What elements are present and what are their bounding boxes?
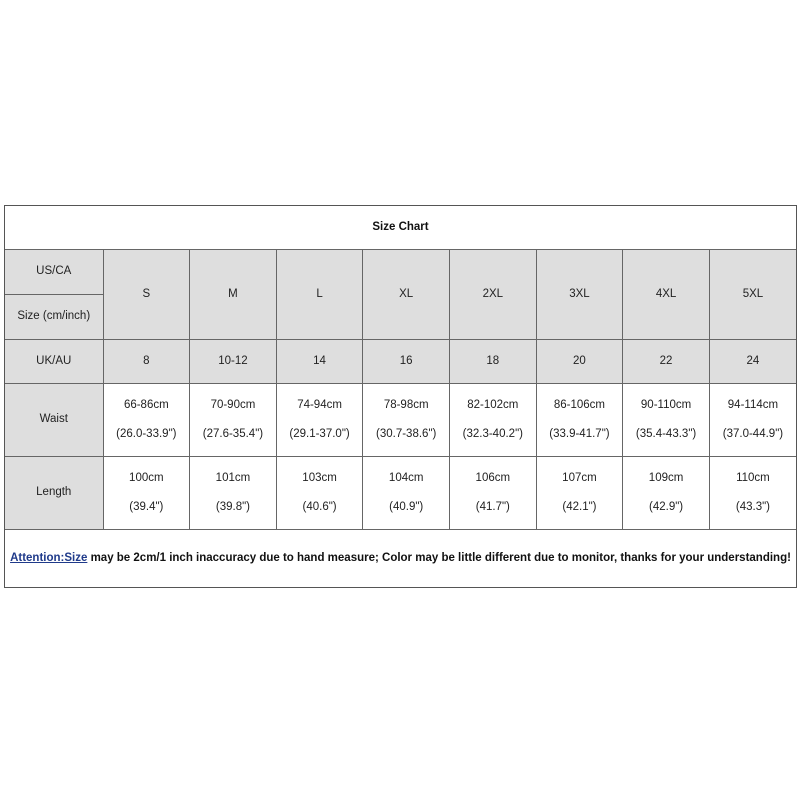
us-size-cell: 3XL bbox=[536, 250, 623, 340]
length-in: (42.9") bbox=[649, 500, 684, 513]
waist-cell bbox=[103, 384, 190, 457]
us-size-cell: 5XL bbox=[709, 250, 796, 340]
uk-au-label: UK/AU bbox=[5, 340, 103, 384]
waist-cell bbox=[623, 384, 710, 457]
length-cm: 107cm bbox=[562, 471, 597, 484]
attention-note bbox=[5, 530, 796, 588]
waist-cell bbox=[363, 384, 450, 457]
length-in: (40.9") bbox=[389, 500, 424, 513]
waist-in: (27.6-35.4") bbox=[202, 427, 264, 440]
us-size-cell: XL bbox=[363, 250, 450, 340]
length-cell bbox=[709, 457, 796, 530]
length-cm: 101cm bbox=[215, 471, 251, 484]
uk-size-cell: 14 bbox=[276, 340, 363, 384]
length-in: (42.1") bbox=[562, 500, 597, 513]
length-cell bbox=[536, 457, 623, 530]
attention-text: may be 2cm/1 inch inaccuracy due to hand measure; Color may be little different due to monitor, thanks for your understanding! bbox=[87, 551, 791, 564]
length-cell bbox=[363, 457, 450, 530]
length-row bbox=[5, 457, 796, 530]
length-cm: 110cm bbox=[736, 471, 770, 484]
length-cm: 109cm bbox=[648, 471, 684, 484]
waist-cm: 94-114cm bbox=[727, 398, 779, 411]
note-row bbox=[5, 530, 796, 588]
length-in: (39.4") bbox=[129, 500, 164, 513]
waist-cell bbox=[190, 384, 277, 457]
length-cm: 100cm bbox=[129, 471, 164, 484]
length-cell bbox=[450, 457, 537, 530]
waist-cm: 70-90cm bbox=[210, 398, 256, 411]
length-in: (43.3") bbox=[735, 500, 770, 513]
waist-in: (26.0-33.9") bbox=[116, 427, 177, 440]
waist-row bbox=[5, 384, 796, 457]
uk-au-row bbox=[5, 340, 796, 384]
size-chart-table bbox=[5, 206, 796, 587]
waist-in: (35.4-43.3") bbox=[635, 427, 697, 440]
us-size-cell: 2XL bbox=[450, 250, 537, 340]
length-cell bbox=[103, 457, 190, 530]
waist-in: (37.0-44.9") bbox=[722, 427, 784, 440]
uk-size-cell: 16 bbox=[363, 340, 450, 384]
waist-cm: 74-94cm bbox=[297, 398, 342, 411]
waist-in: (29.1-37.0") bbox=[289, 427, 350, 440]
length-cm: 106cm bbox=[475, 471, 511, 484]
waist-cm: 86-106cm bbox=[553, 398, 605, 411]
waist-in: (33.9-41.7") bbox=[549, 427, 610, 440]
us-size-cell: S bbox=[103, 250, 190, 340]
uk-size-cell: 22 bbox=[623, 340, 710, 384]
waist-cm: 90-110cm bbox=[640, 398, 692, 411]
waist-in: (32.3-40.2") bbox=[462, 427, 523, 440]
waist-cell bbox=[276, 384, 363, 457]
length-in: (41.7") bbox=[475, 500, 510, 513]
uk-size-cell: 20 bbox=[536, 340, 623, 384]
uk-size-cell: 18 bbox=[450, 340, 537, 384]
waist-cell bbox=[709, 384, 796, 457]
length-cell bbox=[190, 457, 277, 530]
size-unit-label: Size (cm/inch) bbox=[5, 295, 103, 340]
length-cell bbox=[276, 457, 363, 530]
chart-title: Size Chart bbox=[5, 206, 796, 250]
waist-label: Waist bbox=[5, 384, 103, 457]
length-cm: 104cm bbox=[388, 471, 424, 484]
waist-cm: 66-86cm bbox=[123, 398, 169, 411]
us-ca-row bbox=[5, 250, 796, 295]
waist-in: (30.7-38.6") bbox=[376, 427, 437, 440]
attention-prefix: Attention:Size bbox=[10, 551, 88, 564]
waist-cell bbox=[536, 384, 623, 457]
us-size-cell: 4XL bbox=[623, 250, 710, 340]
length-in: (40.6") bbox=[302, 500, 337, 513]
length-cm: 103cm bbox=[302, 471, 337, 484]
waist-cell bbox=[450, 384, 537, 457]
length-in: (39.8") bbox=[215, 500, 250, 513]
uk-size-cell: 8 bbox=[103, 340, 190, 384]
uk-size-cell: 10-12 bbox=[190, 340, 277, 384]
uk-size-cell: 24 bbox=[709, 340, 796, 384]
length-cell bbox=[623, 457, 710, 530]
size-chart bbox=[4, 205, 797, 588]
waist-cm: 82-102cm bbox=[467, 398, 519, 411]
us-size-cell: M bbox=[190, 250, 277, 340]
us-ca-label: US/CA bbox=[5, 250, 103, 295]
us-size-cell: L bbox=[276, 250, 363, 340]
length-label: Length bbox=[5, 457, 103, 530]
waist-cm: 78-98cm bbox=[383, 398, 429, 411]
